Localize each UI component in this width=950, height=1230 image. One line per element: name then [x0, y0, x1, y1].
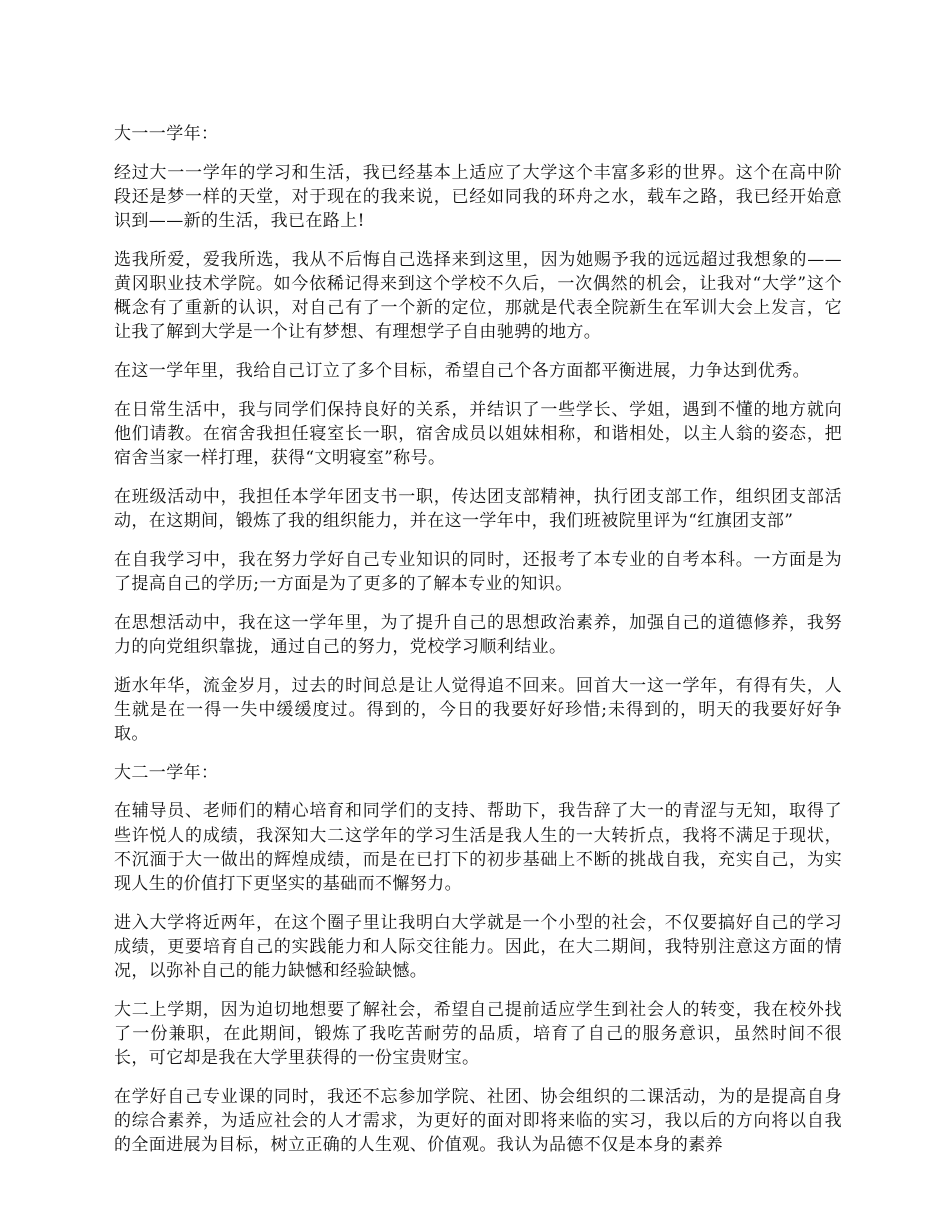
paragraph-part-time-job: 大二上学期，因为迫切地想要了解社会，希望自己提前适应学生到社会人的转变，我在校外找了一份兼职，在此期间，锻炼了我吃苦耐劳的品质，培育了自己的服务意识，虽然时间不很长，可它却是我在大学里获得的一份宝贵财宝。 — [114, 999, 842, 1069]
paragraph-society: 进入大学将近两年，在这个圈子里让我明白大学就是一个小型的社会，不仅要搞好自己的学习成绩，更要培育自己的实践能力和人际交往能力。因此，在大二期间，我特别注意这方面的情况，以弥补自己的能力缺憾和经验缺憾。 — [114, 912, 842, 982]
paragraph-reflection: 逝水年华，流金岁月，过去的时间总是让人觉得追不回来。回首大一这一学年，有得有失，人生就是在一得一失中缓缓度过。得到的，今日的我要好好珍惜;未得到的，明天的我要好好争取。 — [114, 675, 842, 745]
document-body — [114, 122, 842, 1172]
section-heading-year-two: 大二一学年： — [114, 762, 219, 783]
paragraph-daily-life: 在日常生活中，我与同学们保持良好的关系，并结识了一些学长、学姐，遇到不懂的地方就向他们请教。在宿舍我担任寝室长一职，宿舍成员以姐妹相称，和谐相处，以主人翁的姿态，把宿舍当家一样打理，获得“文明寝室”称号。 — [114, 399, 842, 469]
paragraph-goals: 在这一学年里，我给自己订立了多个目标，希望自己个各方面都平衡进展，力争达到优秀。 — [114, 361, 810, 382]
paragraph-class-activities: 在班级活动中，我担任本学年团支书一职，传达团支部精神，执行团支部工作，组织团支部活动，在这期间，锻炼了我的组织能力，并在这一学年中，我们班被院里评为“红旗团支部” — [114, 486, 842, 532]
section-heading-year-one: 大一一学年： — [114, 124, 219, 144]
paragraph-ideology: 在思想活动中，我在这一学年里，为了提升自己的思想政治素养，加强自己的道德修养，我努力的向党组织靠拢，通过自己的努力，党校学习顺利结业。 — [114, 612, 842, 657]
paragraph-choice: 选我所爱，爱我所选，我从不后悔自己选择来到这里，因为她赐予我的远远超过我想象的——黄冈职业技术学院。如今依稀记得来到这个学校不久后，一次偶然的机会，让我对“大学”这个概念有了重新的认识，对自己有了一个新的定位，那就是代表全院新生在军训大会上发言，它让我了解到大学是一个让有梦想、有理想学子自由驰骋的地方。 — [114, 249, 842, 343]
paragraph-self-study: 在自我学习中，我在努力学好自己专业知识的同时，还报考了本专业的自考本科。一方面是为了提高自己的学历;一方面是为了更多的了解本专业的知识。 — [114, 549, 842, 595]
paragraph-adaptation: 经过大一一学年的学习和生活，我已经基本上适应了大学这个丰富多彩的世界。这个在高中阶段还是梦一样的天堂，对于现在的我来说，已经如同我的环舟之水，载车之路，我已经开始意识到——新的生活，我已在路上! — [114, 162, 842, 232]
paragraph-turning-point: 在辅导员、老师们的精心培育和同学们的支持、帮助下，我告辞了大一的青涩与无知，取得了些许悦人的成绩，我深知大二这学年的学习生活是我人生的一大转折点，我将不满足于现状，不沉湎于大一做出的辉煌成绩，而是在已打下的初步基础上不断的挑战自我，充实自己，为实现人生的价值打下更坚实的基础而不懈努力。 — [114, 801, 842, 895]
paragraph-extracurricular: 在学好自己专业课的同时，我还不忘参加学院、社团、协会组织的二课活动，为的是提高自身的综合素养，为适应社会的人才需求，为更好的面对即将来临的实习，我以后的方向将以自我的全面进展为目标，树立正确的人生观、价值观。我认为品德不仅是本身的素养 — [114, 1087, 842, 1156]
